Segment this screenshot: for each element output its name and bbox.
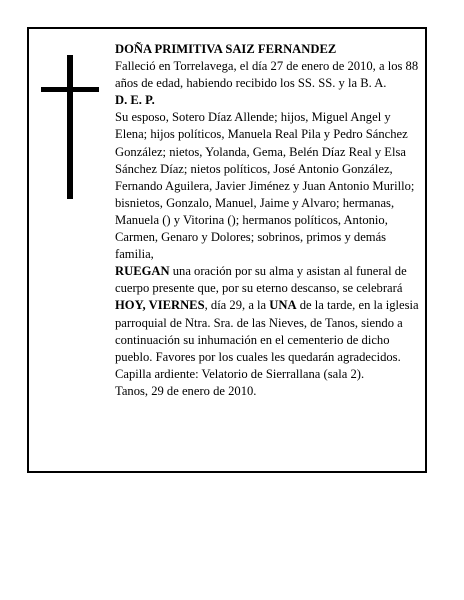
death-details: Falleció en Torrelavega, el día 27 de enero de 2010, a los 88 años de edad, habiendo recibido los SS. SS. y la B. A. <box>115 59 419 91</box>
prayer-text-1: una oración por su alma y asistan al funeral de cuerpo presente que, por su eterno descanso, se celebrará <box>115 264 407 296</box>
obituary-text <box>115 41 423 400</box>
funeral-request <box>115 263 423 383</box>
cross-horizontal-bar <box>41 87 99 92</box>
dep-heading: D. E. P. <box>115 93 155 108</box>
family-list: Su esposo, Sotero Díaz Allende; hijos, Miguel Angel y Elena; hijos políticos, Manuela Real Pila y Pedro Sánchez González; nietos, Yolanda, Gema, Belén Díaz Real y Elsa Sánchez Díaz; nietos políticos, José Antonio González, Fernando Aguilera, Javier Jiménez y Juan Antonio Murillo; bisnietos, Gonzalo, Manuel, Jaime y Alvaro; hermanas, Manuela () y Vitorina (); hermanos políticos, Antonio, Carmen, Genaro y Dolores; sobrinos, primos y demás familia, <box>115 110 415 262</box>
deceased-name: DOÑA PRIMITIVA SAIZ FERNANDEZ <box>115 42 337 56</box>
place-date: Tanos, 29 de enero de 2010. <box>115 383 257 398</box>
hoy-viernes: HOY, VIERNES <box>115 298 205 313</box>
una-hour: UNA <box>269 298 297 313</box>
ruegan-word: RUEGAN <box>115 264 170 279</box>
cross-icon <box>41 55 99 199</box>
prayer-text-2: , día 29, a la <box>204 298 270 313</box>
obituary-notice-frame <box>27 27 427 473</box>
cross-vertical-bar <box>67 55 73 199</box>
prayer-text-3: de la tarde, en la iglesia parroquial de Ntra. Sra. de las Nieves, de Tanos, siendo a continuación su inhumación en el cementerio de dicho pueblo. Favores por los cuales les quedarán agradecidos. Capilla ardiente: Velatorio de Sierrallana (sala 2). <box>115 298 419 381</box>
